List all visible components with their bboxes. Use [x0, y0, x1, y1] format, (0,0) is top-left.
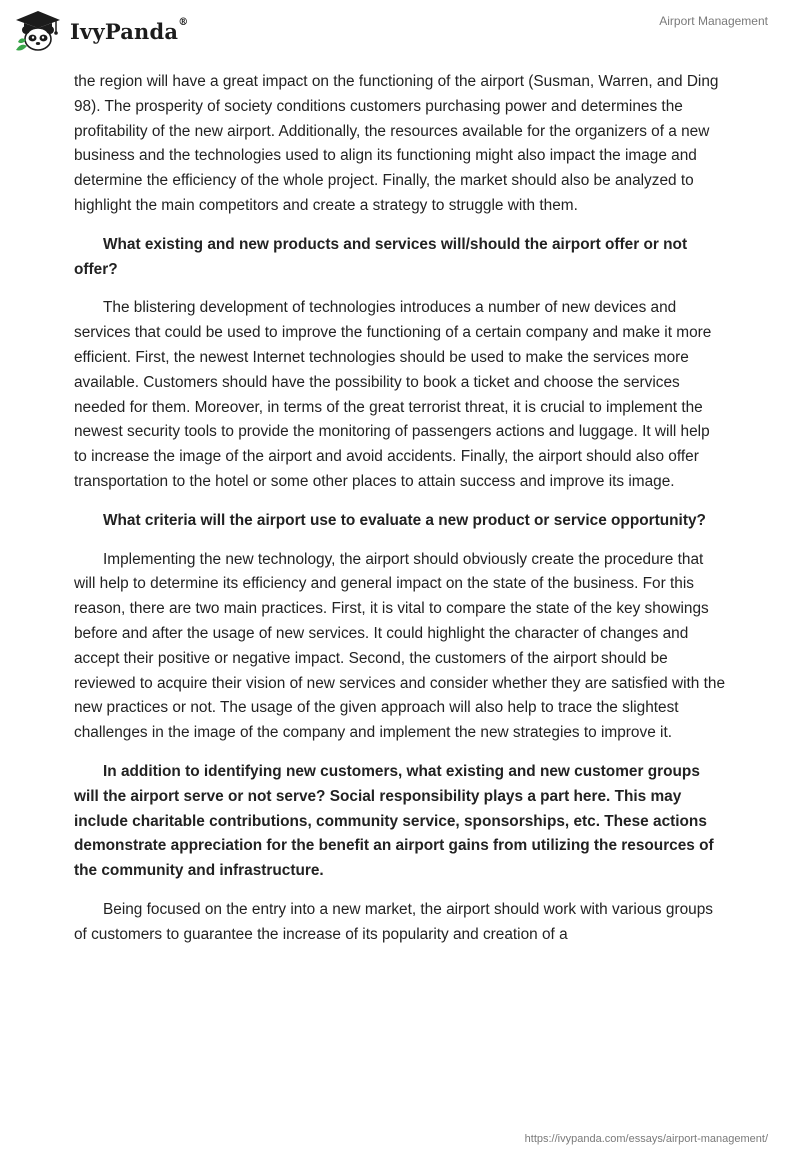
- paragraph-products: The blistering development of technologies introduces a number of new devices and services that could be used to improve the functioning of a certain company and make it more efficient. First, the newest Internet technologies should be used to make the services more available. Customers should have the possibility to book a ticket and choose the services needed for them. Moreover, in terms of the great terrorist threat, it is crucial to implement the newest security tools to provide the monitoring of passengers actions and luggage. It will help to increase the image of the airport and avoid accidents. Finally, the airport should also offer transportation to the hotel or some other places to attain success and improve its image.: [74, 299, 712, 490]
- paragraph-criteria: Implementing the new technology, the airport should obviously create the procedure that will help to determine its efficiency and general impact on the state of the business. For this reason, there are two main practices. First, it is vital to compare the state of the key showings before and after the usage of new services. It could highlight the character of changes and accept their positive or negative impact. Second, the customers of the airport should be reviewed to acquire their vision of new services and consider whether they are satisfied with the new practices or not. The usage of the given approach will also help to trace the slightest challenges in the image of the company and implement the new strategies to improve it.: [74, 550, 726, 742]
- brand-name: IvyPanda®: [70, 16, 189, 44]
- document-title: Airport Management: [659, 14, 768, 28]
- question-heading-customer-groups: In addition to identifying new customers, what existing and new customer groups will the airport serve or not serve? Social responsibility plays a part here. This may include charitable contributions, community service, sponsorships, etc. These actions demonstrate appreciation for the benefit an airport gains from utilizing the resources of the community and infrastructure.: [74, 762, 714, 880]
- panda-graduation-cap-icon: [12, 8, 64, 54]
- ivypanda-logo[interactable]: [12, 8, 188, 54]
- paragraph-continuation: the region will have a great impact on the functioning of the airport (Susman, Warren, and Ding 98). The prosperity of society conditions customers purchasing power and determines the profitability of the new airport. Additionally, the resources available for the organizers of a new business and the technologies used to align its functioning might also impact the image and determine the efficiency of the whole project. Finally, the market should also be analyzed to highlight the main competitors and create a strategy to struggle with them.: [74, 73, 719, 214]
- essay-body: [74, 70, 726, 962]
- registered-mark: ®: [178, 16, 189, 28]
- question-heading-criteria: What criteria will the airport use to evaluate a new product or service opportunity?: [103, 511, 706, 529]
- paragraph-customer-groups: Being focused on the entry into a new market, the airport should work with various groups of customers to guarantee the increase of its popularity and creation of a: [74, 900, 713, 943]
- question-heading-products: What existing and new products and services will/should the airport offer or not offer?: [74, 235, 688, 278]
- page-header: [0, 0, 800, 62]
- source-url[interactable]: https://ivypanda.com/essays/airport-management/: [524, 1133, 768, 1145]
